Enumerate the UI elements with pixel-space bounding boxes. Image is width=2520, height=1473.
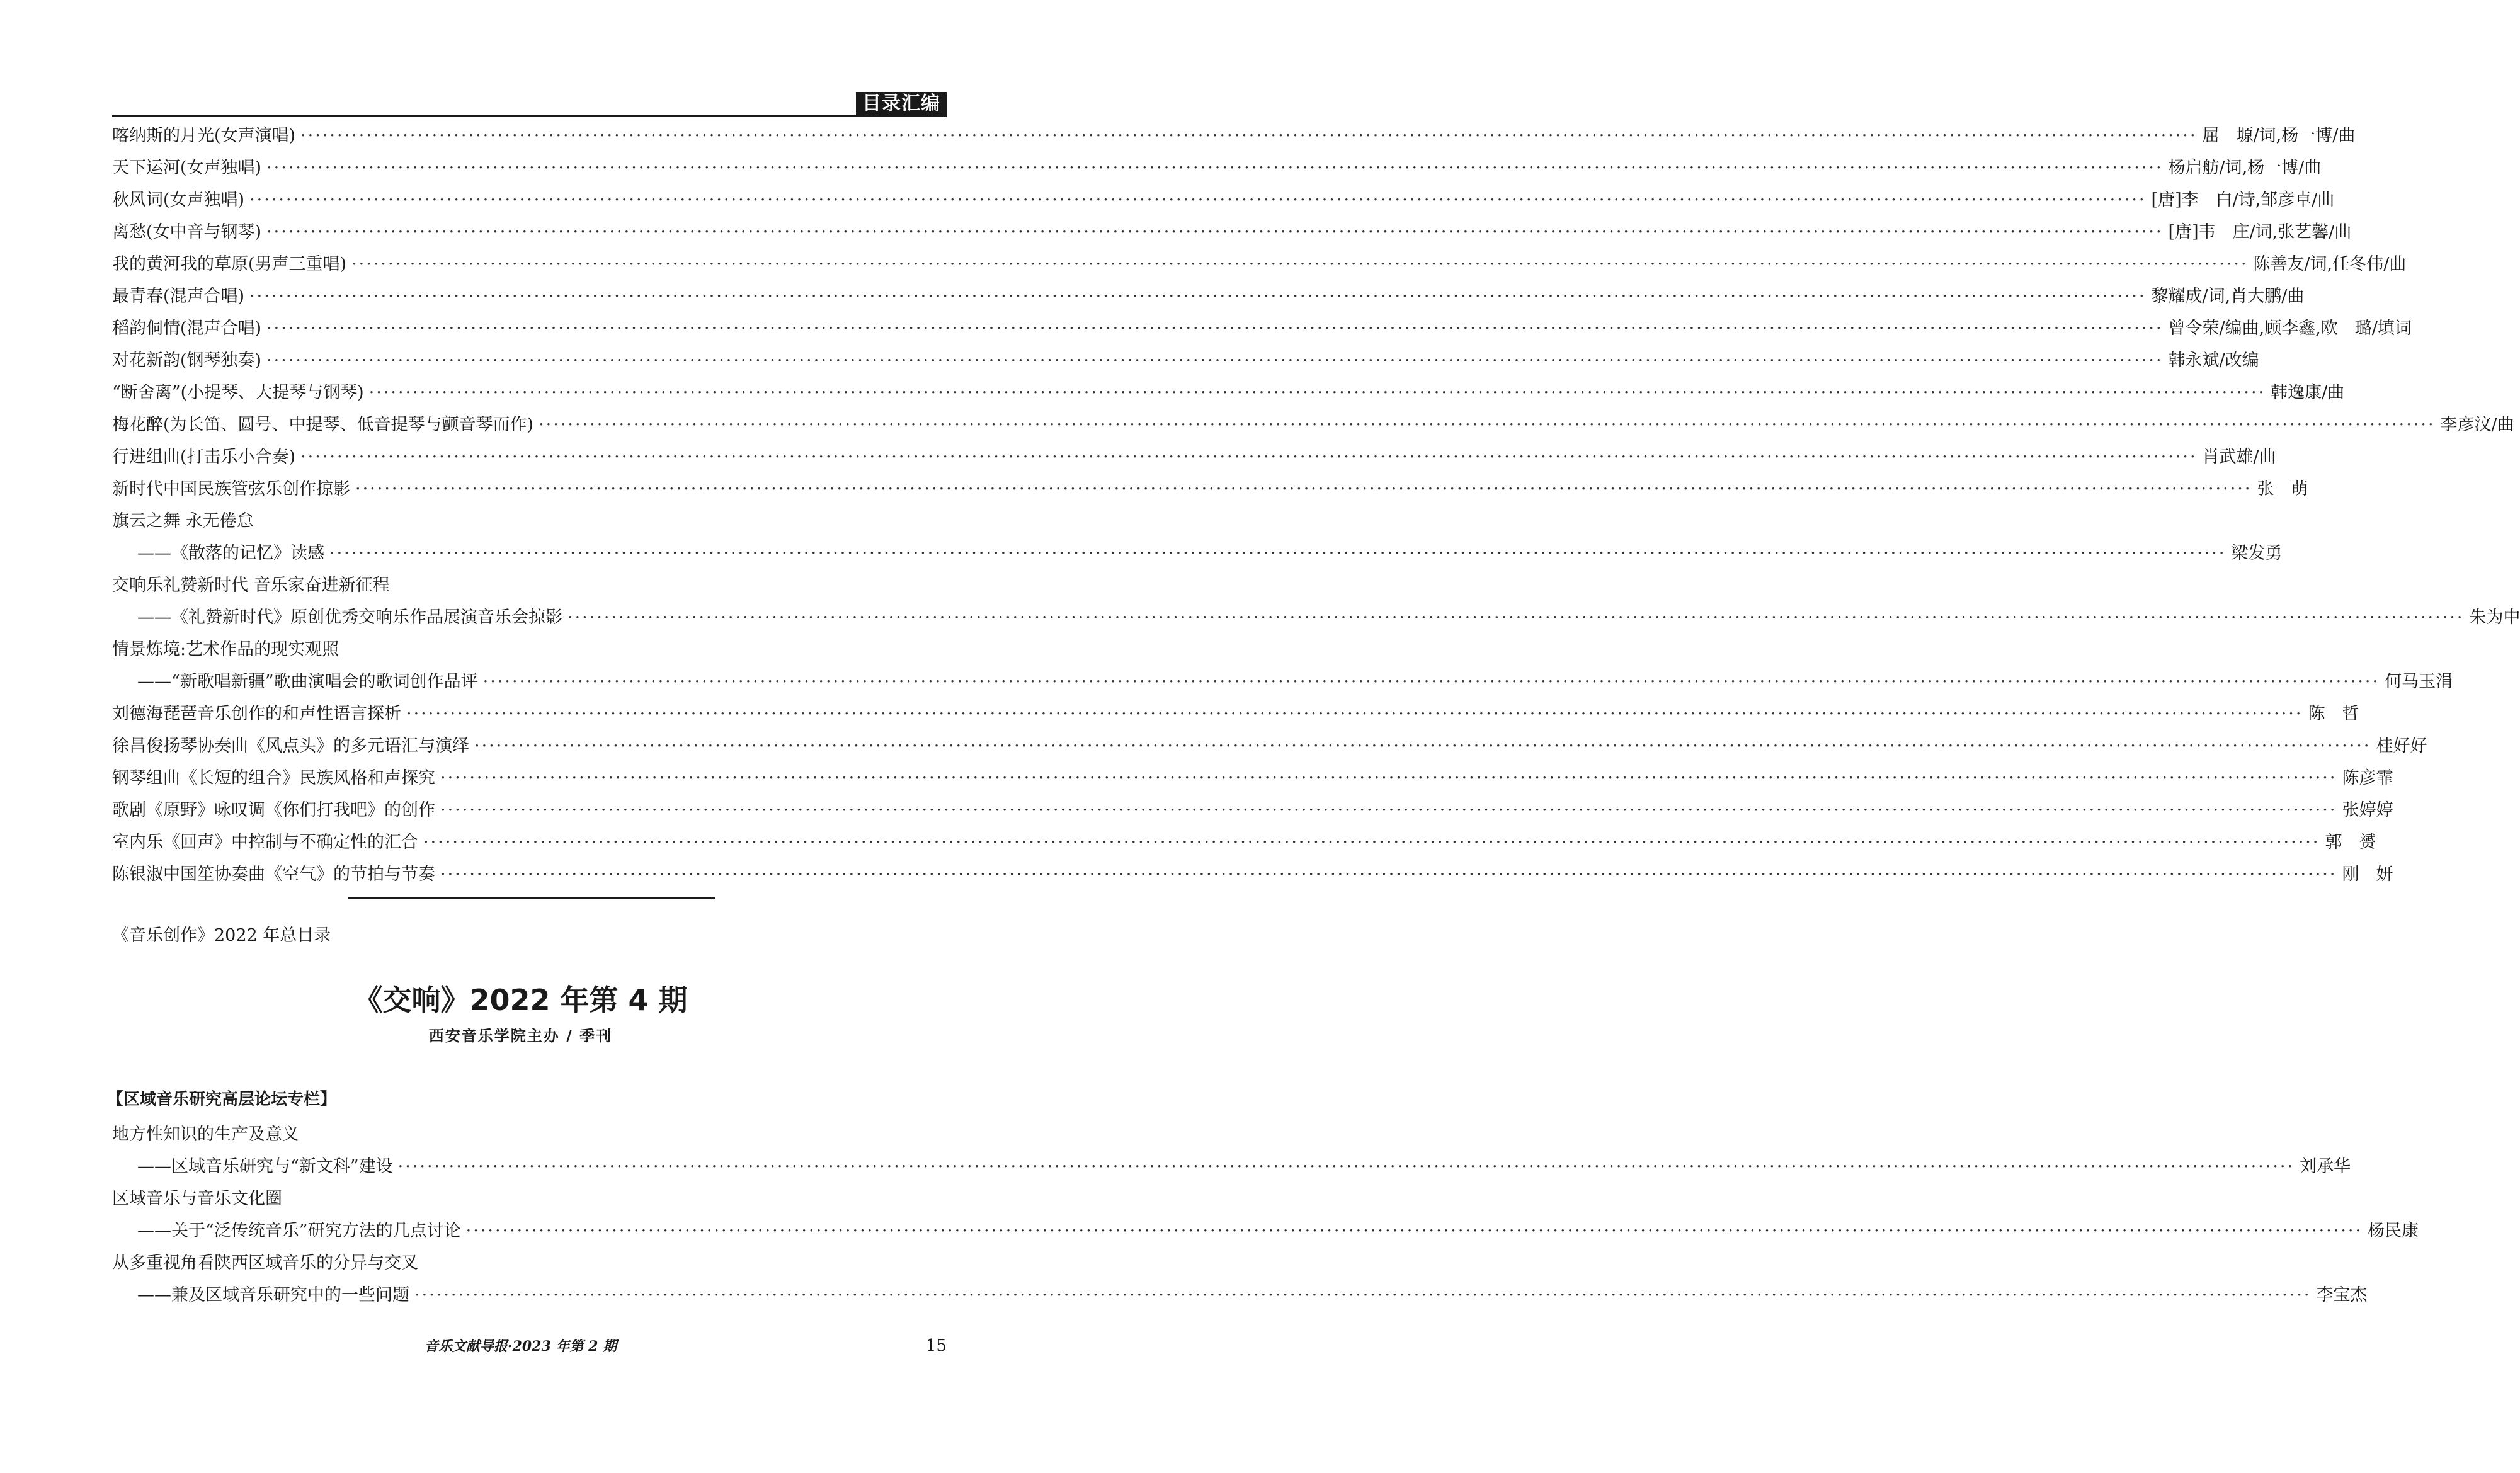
toc-leader-dots: ····································································································································································································································································	[300, 447, 2198, 467]
toc-entry-author: 杨启舫/词,杨一博/曲	[2168, 158, 2322, 178]
toc-entry-title: 地方性知识的生产及意义	[112, 1125, 299, 1144]
toc-entry-title: ——《散落的记忆》读感	[137, 543, 324, 563]
toc-entry	[112, 1183, 947, 1215]
toc-leader-dots: ····································································································································································································································································	[406, 704, 2303, 724]
toc-entry-author: 陈善友/词,任冬伟/曲	[2253, 254, 2407, 274]
toc-entry-title: 喀纳斯的月光(女声演唱)	[112, 126, 296, 145]
toc-entry-author: [唐]李 白/诗,邹彦卓/曲	[2151, 190, 2335, 210]
toc-entry-title: 天下运河(女声独唱)	[112, 158, 262, 178]
toc-entry-title: 稻韵侗情(混声合唱)	[112, 319, 262, 338]
toc-leader-dots: ····································································································································································································································································	[266, 351, 2164, 370]
toc-entry-title: 歌剧《原野》咏叹调《你们打我吧》的创作	[112, 800, 435, 820]
toc-entry-title: ——“新歌唱新疆”歌曲演唱会的歌词创作品评	[137, 672, 478, 691]
toc-entry-title: 新时代中国民族管弦乐创作掠影	[112, 479, 350, 499]
toc-entry	[112, 441, 2276, 473]
toc-entry-title: ——《礼赞新时代》原创优秀交响乐作品展演音乐会掠影	[137, 608, 562, 627]
toc-leader-dots: ····································································································································································································································································	[266, 319, 2164, 338]
toc-entry-title: 对花新韵(钢琴独奏)	[112, 351, 262, 370]
toc-entry-title: “断舍离”(小提琴、大提琴与钢琴)	[112, 383, 364, 402]
toc-entry-title: 最青春(混声合唱)	[112, 287, 245, 306]
toc-leader-dots: ····································································································································································································································································	[397, 1157, 2295, 1176]
toc-list-part1	[112, 120, 2520, 890]
toc-entry-title: 旗云之舞 永无倦怠	[112, 511, 254, 531]
toc-entry	[112, 312, 2412, 344]
toc-entry	[112, 473, 2308, 505]
toc-entry	[112, 794, 2393, 826]
toc-leader-dots: ····································································································································································································································································	[567, 608, 2465, 627]
yearly-toc-note: 《音乐创作》2022 年总目录	[112, 926, 331, 945]
toc-entry	[112, 216, 2352, 248]
section-divider	[348, 897, 715, 899]
toc-leader-dots: ····································································································································································································································································	[440, 865, 2337, 884]
toc-leader-dots: ····································································································································································································································································	[355, 479, 2252, 499]
toc-leader-dots: ····································································································································································································································································	[474, 736, 2371, 756]
toc-entry-title: ——关于“泛传统音乐”研究方法的几点讨论	[137, 1221, 461, 1241]
toc-leader-dots: ····································································································································································································································································	[368, 383, 2266, 402]
header-rule	[112, 115, 947, 117]
toc-entry-author: 肖武雄/曲	[2202, 447, 2276, 467]
toc-entry	[112, 537, 2283, 569]
section-header-tag: 目录汇编	[856, 92, 947, 116]
toc-entry-author: 张婷婷	[2342, 800, 2393, 820]
toc-leader-dots: ····································································································································································································································································	[266, 158, 2164, 178]
toc-entry	[112, 666, 2453, 698]
running-footer: 音乐文献导报·2023 年第 2 期	[424, 1338, 617, 1355]
toc-entry	[112, 762, 2393, 794]
toc-entry-title: 室内乐《回声》中控制与不确定性的汇合	[112, 833, 418, 852]
journal-title: 《交响》2022 年第 4 期	[353, 983, 688, 1017]
journal-subtitle: 西安音乐学院主办 / 季刊	[428, 1027, 613, 1045]
toc-leader-dots: ····································································································································································································································································	[266, 222, 2164, 242]
toc-entry-title: 情景炼境:艺术作品的现实观照	[112, 640, 339, 659]
toc-entry-title: 交响乐礼赞新时代 音乐家奋进新征程	[112, 576, 390, 595]
toc-entry-title: 离愁(女中音与钢琴)	[112, 222, 262, 242]
toc-entry	[112, 409, 2514, 441]
toc-entry-title: 钢琴组曲《长短的组合》民族风格和声探究	[112, 768, 435, 788]
toc-entry-title: 从多重视角看陕西区域音乐的分异与交叉	[112, 1253, 418, 1273]
toc-entry-title: 梅花醉(为长笛、圆号、中提琴、低音提琴与颤音琴而作)	[112, 415, 534, 435]
toc-entry	[112, 634, 947, 666]
toc-entry-author: 曾令荣/编曲,顾李鑫,欧 璐/填词	[2168, 319, 2412, 338]
toc-entry-author: 桂好好	[2376, 736, 2427, 756]
toc-entry	[112, 120, 2356, 152]
toc-entry	[112, 1151, 2351, 1183]
toc-entry-title: 行进组曲(打击乐小合奏)	[112, 447, 296, 467]
toc-entry	[112, 1215, 2419, 1247]
toc-entry	[112, 377, 2345, 409]
toc-leader-dots: ····································································································································································································································································	[539, 415, 2436, 435]
toc-entry-title: 区域音乐与音乐文化圈	[112, 1189, 282, 1209]
toc-entry	[112, 184, 2335, 216]
toc-entry-author: 李宝杰	[2316, 1285, 2368, 1305]
toc-entry-author: 刘承华	[2300, 1157, 2351, 1176]
toc-leader-dots: ····································································································································································································································································	[329, 543, 2226, 563]
toc-leader-dots: ····································································································································································································································································	[482, 672, 2380, 691]
toc-entry-author: 韩逸康/曲	[2271, 383, 2345, 402]
toc-entry-author: 杨民康	[2368, 1221, 2419, 1241]
toc-leader-dots: ····································································································································································································································································	[465, 1221, 2363, 1241]
column-heading: 【区域音乐研究高层论坛专栏】	[107, 1090, 337, 1109]
toc-entry-title: ——兼及区域音乐研究中的一些问题	[137, 1285, 409, 1305]
toc-entry	[112, 858, 2393, 890]
toc-entry	[112, 1279, 2368, 1311]
toc-entry-author: 郭 赟	[2325, 833, 2376, 852]
toc-entry	[112, 344, 2259, 377]
toc-entry-author: 刚 妍	[2342, 865, 2393, 884]
toc-list-part2	[112, 1118, 2419, 1311]
toc-leader-dots: ····································································································································································································································································	[440, 768, 2337, 788]
toc-entry-title: 秋风词(女声独唱)	[112, 190, 245, 210]
toc-leader-dots: ····································································································································································································································································	[351, 254, 2249, 274]
toc-leader-dots: ····································································································································································································································································	[414, 1285, 2312, 1305]
toc-leader-dots: ····································································································································································································································································	[249, 190, 2147, 210]
toc-entry	[112, 152, 2322, 184]
toc-entry	[112, 505, 947, 537]
toc-entry	[112, 1247, 947, 1279]
toc-entry-title: 刘德海琵琶音乐创作的和声性语言探析	[112, 704, 401, 724]
toc-entry	[112, 280, 2305, 312]
toc-entry-author: 梁发勇	[2231, 543, 2283, 563]
toc-entry-author: 陈彦霏	[2342, 768, 2393, 788]
toc-leader-dots: ····································································································································································································································································	[440, 800, 2337, 820]
toc-entry-author: 屈 塬/词,杨一博/曲	[2202, 126, 2356, 145]
toc-leader-dots: ····································································································································································································································································	[423, 833, 2320, 852]
toc-entry	[112, 601, 2520, 634]
toc-entry-author: 李彦汶/曲	[2440, 415, 2514, 435]
toc-entry	[112, 730, 2427, 762]
toc-entry	[112, 1118, 947, 1151]
toc-entry-author: 黎耀成/词,肖大鹏/曲	[2151, 287, 2305, 306]
toc-entry-author: 陈 哲	[2308, 704, 2359, 724]
page-number: 15	[925, 1336, 947, 1355]
toc-entry	[112, 569, 947, 601]
toc-entry	[112, 826, 2376, 858]
toc-entry	[112, 248, 2407, 280]
toc-entry-title: 陈银淑中国笙协奏曲《空气》的节拍与节奏	[112, 865, 435, 884]
toc-leader-dots: ····································································································································································································································································	[300, 126, 2198, 145]
toc-entry-title: ——区域音乐研究与“新文科”建设	[137, 1157, 393, 1176]
toc-entry-author: [唐]韦 庄/词,张艺馨/曲	[2168, 222, 2352, 242]
toc-entry-author: 朱为中	[2469, 608, 2520, 627]
toc-entry-title: 我的黄河我的草原(男声三重唱)	[112, 254, 347, 274]
toc-entry-author: 张 萌	[2257, 479, 2308, 499]
toc-entry	[112, 698, 2359, 730]
toc-leader-dots: ····································································································································································································································································	[249, 287, 2147, 306]
toc-entry-author: 韩永斌/改编	[2168, 351, 2259, 370]
toc-entry-title: 徐昌俊扬琴协奏曲《风点头》的多元语汇与演绎	[112, 736, 469, 756]
toc-entry-author: 何马玉涓	[2385, 672, 2453, 691]
